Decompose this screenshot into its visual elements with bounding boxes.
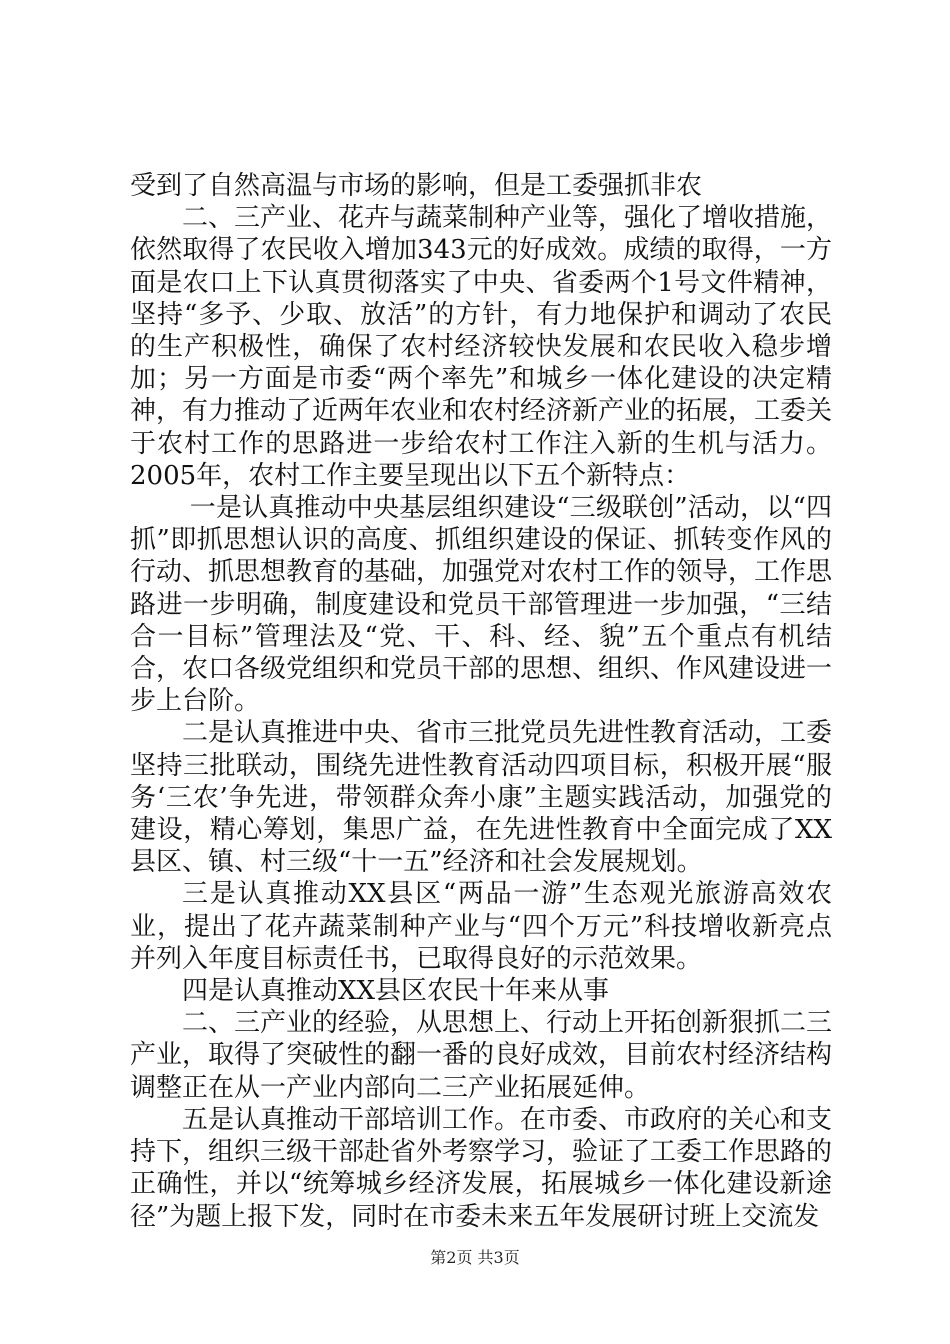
paragraph-1: 受到了自然高温与市场的影响，但是工委强抓非农: [130, 171, 703, 201]
paragraph-3: 一是认真推动中央基层组织建设“三级联创”活动，以“四抓”即抓思想认识的高度、抓组织建设的保证、抓转变作风的行动、抓思想教育的基础，加强党对农村工作的领导，工作思路进一步明确，制度建设和党员干部管理进一步加强，“三结合一目标”管理法及“党、干、科、经、貌”五个重点有机结合，农口各级党组织和党员干部的思想、组织、作风建设进一步上台阶。: [130, 493, 833, 717]
paragraph-7: 二、三产业的经验，从思想上、行动上开拓创新狠抓二三产业，取得了突破性的翻一番的良好成效，目前农村经济结构调整正在从一产业内部向二三产业拓展延伸。: [130, 1008, 833, 1103]
paragraph-6: 四是认真推动XX县区农民十年来从事: [182, 976, 610, 1007]
paragraph-5: 三是认真推动XX县区“两品一游”生态观光旅游高效农业，提出了花卉蔬菜制种产业与“四个万元”科技增收新亮点并列入年度目标责任书，已取得良好的示范效果。: [130, 879, 832, 974]
page-footer: 第2页 共3页: [430, 1248, 520, 1267]
paragraph-2: 二、三产业、花卉与蔬菜制种产业等，强化了增收措施，依然取得了农民收入增加343元的好成效。成绩的取得，一方面是农口上下认真贯彻落实了中央、省委两个1号文件精神，坚持“多予、少取、放活”的方针，有力地保护和调动了农民的生产积极性，确保了农村经济较快发展和农民收入稳步增加；另一方面是市委“两个率先”和城乡一体化建设的决定精神，有力推动了近两年农业和农村经济新产业的拓展，工委关于农村工作的思路进一步给农村工作注入新的生机与活力。2005年，农村工作主要呈现出以下五个新特点：: [130, 203, 833, 491]
document-body: [130, 170, 832, 1233]
paragraph-4: 二是认真推进中央、省市三批党员先进性教育活动，工委坚持三批联动，围绕先进性教育活动四项目标，积极开展“服务‘三农’争先进，带领群众奔小康”主题实践活动，加强党的建设，精心筹划，集思广益，在先进性教育中全面完成了XX县区、镇、村三级“十一五”经济和社会发展规划。: [130, 718, 833, 878]
paragraph-8: 五是认真推动干部培训工作。在市委、市政府的关心和支持下，组织三级干部赴省外考察学习，验证了工委工作思路的正确性，并以“统筹城乡经济发展，拓展城乡一体化建设新途径”为题上报下发，同时在市委未来五年发展研讨班上交流发: [130, 1104, 833, 1232]
